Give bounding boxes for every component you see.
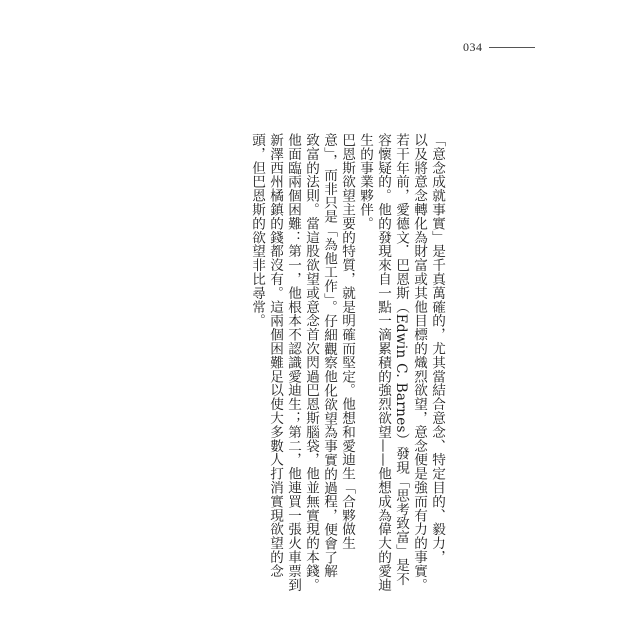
text-column: 新澤西州橘鎮的錢都沒有。這兩個困難足以使大多數人打消實現欲望的念 <box>267 133 283 578</box>
page-number: 034 <box>463 40 483 54</box>
page-header <box>463 40 535 55</box>
text-column: 容懷疑的。他的發現來自一點一滴累積的強烈欲望——他想成為偉大的愛迪 <box>375 133 391 592</box>
text-column: 他面臨兩個困難：第一，他根本不認識愛迪生；第二，他連買一張火車票到 <box>285 133 301 592</box>
text-column: 生的事業夥伴。 <box>357 133 373 231</box>
vertical-body-text <box>249 133 445 592</box>
header-rule <box>489 47 535 48</box>
text-column: 若干年前，愛德文．巴恩斯（Edwin C. Barnes）發現「思考致富」是不 <box>393 133 409 586</box>
text-column: 致富的法則。當這股欲望或意念首次閃過巴恩斯腦袋，他並無實現的本錢。 <box>303 133 319 592</box>
text-column: 「意念成就事實」是千真萬確的，尤其當結合意念、特定目的、毅力， <box>429 133 445 564</box>
text-column: 巴恩斯欲望主要的特質，就是明確而堅定。他想和愛迪生「合夥做生 <box>339 133 355 550</box>
text-column: 頭，但巴恩斯的欲望非比尋常。 <box>249 133 265 328</box>
text-column: 以及將意念轉化為財富或其他目標的熾烈欲望，意念便是強而有力的事實。 <box>411 133 427 592</box>
text-column: 意」，而非只是「為他工作」。仔細觀察他化欲望為事實的過程，便會了解 <box>321 133 337 579</box>
